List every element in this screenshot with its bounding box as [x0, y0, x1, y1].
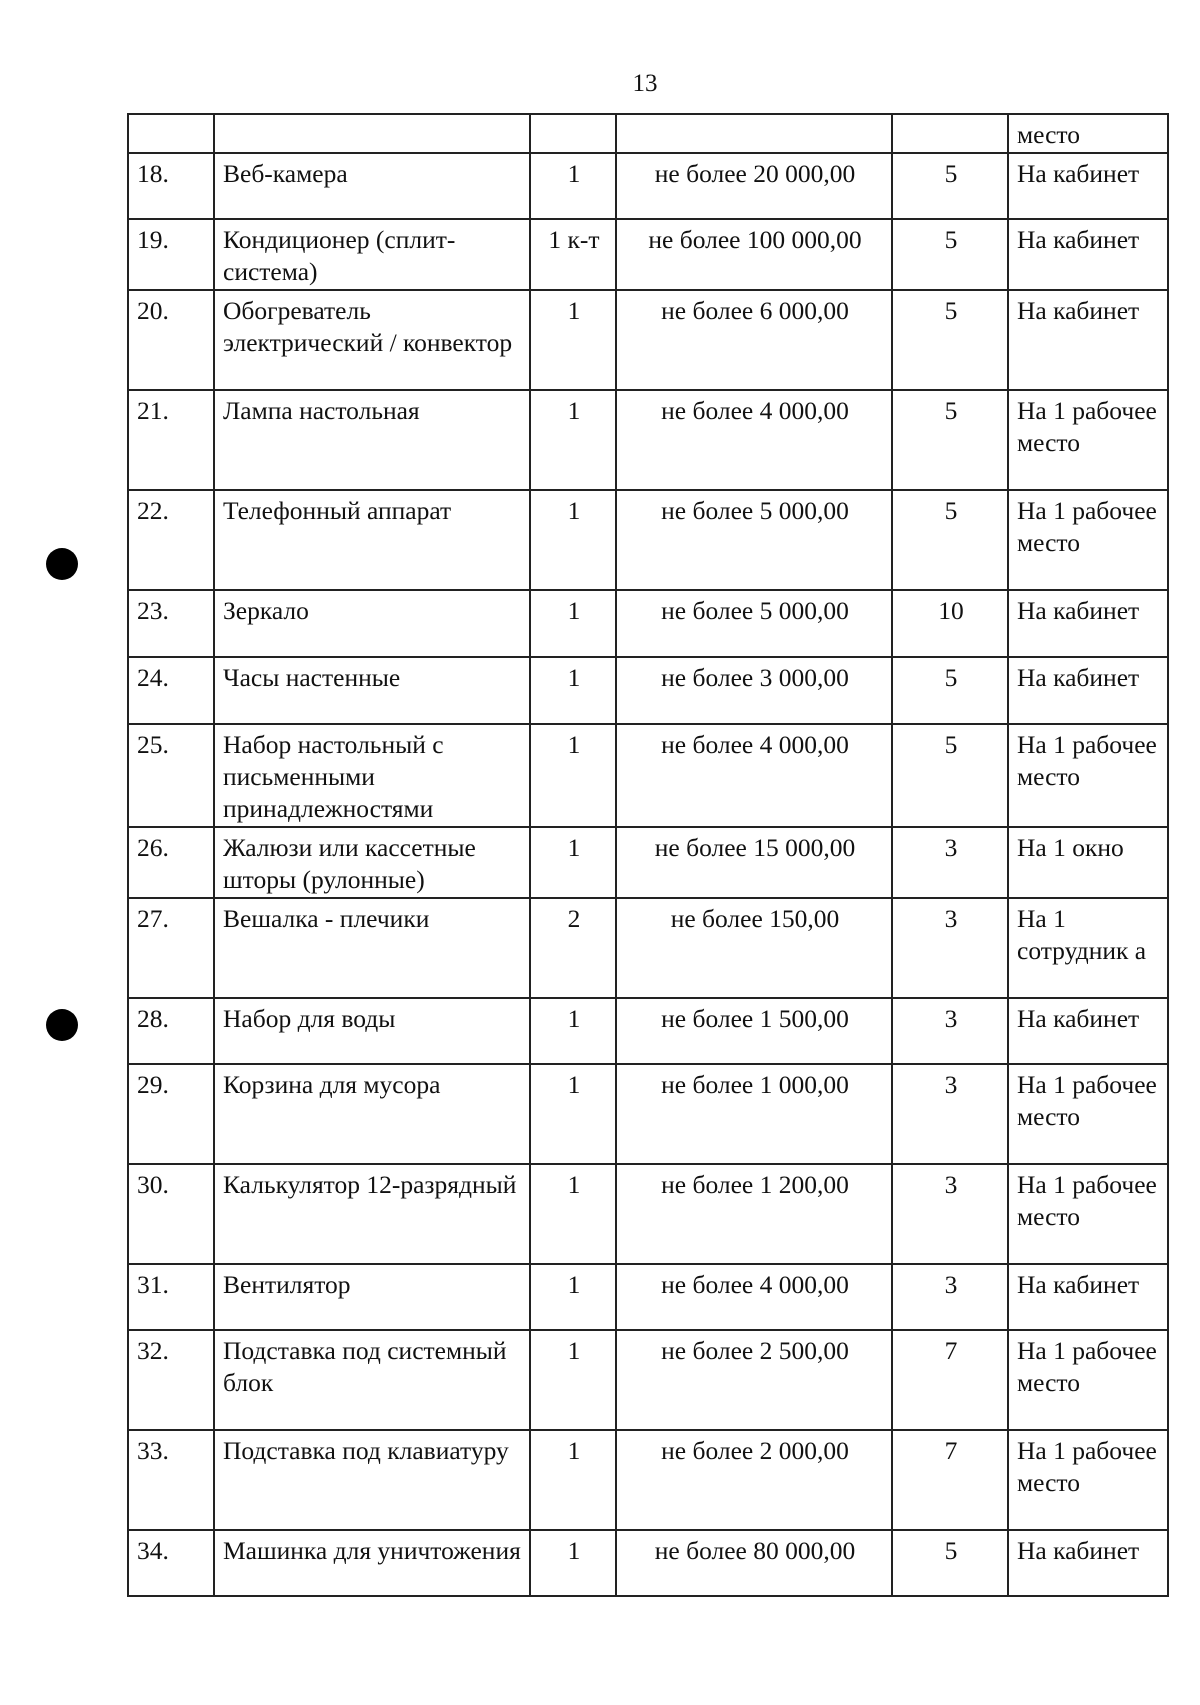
hole-punch-mark [46, 548, 78, 580]
item-price: не более 100 000,00 [616, 219, 892, 290]
row-number: 30. [128, 1164, 214, 1264]
row-number: 24. [128, 657, 214, 724]
item-price: не более 2 500,00 [616, 1330, 892, 1430]
row-number: 25. [128, 724, 214, 827]
row-number: 31. [128, 1264, 214, 1330]
table-row [128, 290, 1168, 390]
item-quantity: 1 [530, 657, 616, 724]
item-quantity: 1 [530, 590, 616, 657]
service-life-years: 5 [892, 657, 1008, 724]
row-number: 29. [128, 1064, 214, 1164]
item-name: Веб-камера [214, 153, 530, 219]
service-life-years: 7 [892, 1430, 1008, 1530]
row-number [128, 114, 214, 153]
item-name: Подставка под системный блок [214, 1330, 530, 1430]
item-quantity: 1 [530, 1330, 616, 1430]
allocation-norm: На 1 рабочее место [1008, 1064, 1168, 1164]
service-life-years: 5 [892, 724, 1008, 827]
allocation-norm: На 1 окно [1008, 827, 1168, 898]
table-row [128, 1164, 1168, 1264]
allocation-norm: На кабинет [1008, 998, 1168, 1064]
item-quantity [530, 114, 616, 153]
allocation-norm: На кабинет [1008, 153, 1168, 219]
table-row [128, 490, 1168, 590]
item-name: Набор для воды [214, 998, 530, 1064]
item-quantity: 1 к-т [530, 219, 616, 290]
allocation-norm: На 1 сотрудник а [1008, 898, 1168, 998]
table-row [128, 1330, 1168, 1430]
item-price: не более 80 000,00 [616, 1530, 892, 1596]
row-number: 34. [128, 1530, 214, 1596]
item-price: не более 4 000,00 [616, 1264, 892, 1330]
item-price: не более 6 000,00 [616, 290, 892, 390]
service-life-years: 10 [892, 590, 1008, 657]
allocation-norm: На кабинет [1008, 1264, 1168, 1330]
item-name: Телефонный аппарат [214, 490, 530, 590]
service-life-years: 3 [892, 998, 1008, 1064]
item-quantity: 1 [530, 1264, 616, 1330]
furniture-norms-table [127, 113, 1169, 1597]
item-quantity: 1 [530, 1430, 616, 1530]
table-row [128, 390, 1168, 490]
item-name: Лампа настольная [214, 390, 530, 490]
allocation-norm: На 1 рабочее место [1008, 390, 1168, 490]
allocation-norm: На кабинет [1008, 1530, 1168, 1596]
allocation-norm: На 1 рабочее место [1008, 724, 1168, 827]
item-price: не более 1 000,00 [616, 1064, 892, 1164]
item-name: Вешалка - плечики [214, 898, 530, 998]
row-number: 32. [128, 1330, 214, 1430]
item-name: Подставка под клавиатуру [214, 1430, 530, 1530]
row-number: 27. [128, 898, 214, 998]
row-number: 22. [128, 490, 214, 590]
item-name: Набор настольный с письменными принадлежностями [214, 724, 530, 827]
allocation-norm: На кабинет [1008, 290, 1168, 390]
table-row [128, 153, 1168, 219]
service-life-years: 3 [892, 1264, 1008, 1330]
item-quantity: 1 [530, 827, 616, 898]
allocation-norm: На 1 рабочее место [1008, 490, 1168, 590]
service-life-years: 5 [892, 490, 1008, 590]
row-number: 23. [128, 590, 214, 657]
item-name: Вентилятор [214, 1264, 530, 1330]
allocation-norm: На кабинет [1008, 219, 1168, 290]
row-number: 20. [128, 290, 214, 390]
table-row [128, 998, 1168, 1064]
service-life-years: 5 [892, 153, 1008, 219]
table-row [128, 724, 1168, 827]
item-quantity: 1 [530, 390, 616, 490]
allocation-norm: место [1008, 114, 1168, 153]
row-number: 33. [128, 1430, 214, 1530]
service-life-years: 3 [892, 1164, 1008, 1264]
service-life-years: 5 [892, 219, 1008, 290]
service-life-years: 5 [892, 290, 1008, 390]
table-row [128, 590, 1168, 657]
item-price: не более 1 500,00 [616, 998, 892, 1064]
item-price: не более 5 000,00 [616, 590, 892, 657]
allocation-norm: На кабинет [1008, 590, 1168, 657]
service-life-years [892, 114, 1008, 153]
allocation-norm: На кабинет [1008, 657, 1168, 724]
item-name: Обогреватель электрический / конвектор [214, 290, 530, 390]
item-name: Зеркало [214, 590, 530, 657]
table-row [128, 657, 1168, 724]
item-price: не более 1 200,00 [616, 1164, 892, 1264]
allocation-norm: На 1 рабочее место [1008, 1430, 1168, 1530]
item-quantity: 1 [530, 1064, 616, 1164]
service-life-years: 3 [892, 1064, 1008, 1164]
item-name: Калькулятор 12-разрядный [214, 1164, 530, 1264]
row-number: 26. [128, 827, 214, 898]
service-life-years: 3 [892, 898, 1008, 998]
table-row [128, 827, 1168, 898]
page-number: 13 [632, 70, 658, 97]
table-row [128, 1430, 1168, 1530]
service-life-years: 3 [892, 827, 1008, 898]
table-row [128, 1264, 1168, 1330]
row-number: 21. [128, 390, 214, 490]
item-quantity: 1 [530, 724, 616, 827]
service-life-years: 5 [892, 1530, 1008, 1596]
hole-punch-mark [46, 1009, 78, 1041]
item-price: не более 4 000,00 [616, 390, 892, 490]
service-life-years: 5 [892, 390, 1008, 490]
table-row [128, 114, 1168, 153]
row-number: 18. [128, 153, 214, 219]
item-name: Машинка для уничтожения [214, 1530, 530, 1596]
table-row [128, 898, 1168, 998]
item-name: Часы настенные [214, 657, 530, 724]
item-quantity: 2 [530, 898, 616, 998]
item-quantity: 1 [530, 998, 616, 1064]
row-number: 28. [128, 998, 214, 1064]
item-name [214, 114, 530, 153]
item-price: не более 20 000,00 [616, 153, 892, 219]
item-price: не более 15 000,00 [616, 827, 892, 898]
item-name: Кондиционер (сплит-система) [214, 219, 530, 290]
item-quantity: 1 [530, 290, 616, 390]
item-price: не более 3 000,00 [616, 657, 892, 724]
item-name: Корзина для мусора [214, 1064, 530, 1164]
item-quantity: 1 [530, 1530, 616, 1596]
allocation-norm: На 1 рабочее место [1008, 1330, 1168, 1430]
table-row [128, 219, 1168, 290]
row-number: 19. [128, 219, 214, 290]
service-life-years: 7 [892, 1330, 1008, 1430]
item-price: не более 150,00 [616, 898, 892, 998]
item-name: Жалюзи или кассетные шторы (рулонные) [214, 827, 530, 898]
item-price [616, 114, 892, 153]
table-row [128, 1530, 1168, 1596]
table-row [128, 1064, 1168, 1164]
item-price: не более 2 000,00 [616, 1430, 892, 1530]
item-quantity: 1 [530, 153, 616, 219]
item-quantity: 1 [530, 490, 616, 590]
item-price: не более 4 000,00 [616, 724, 892, 827]
item-quantity: 1 [530, 1164, 616, 1264]
allocation-norm: На 1 рабочее место [1008, 1164, 1168, 1264]
item-price: не более 5 000,00 [616, 490, 892, 590]
